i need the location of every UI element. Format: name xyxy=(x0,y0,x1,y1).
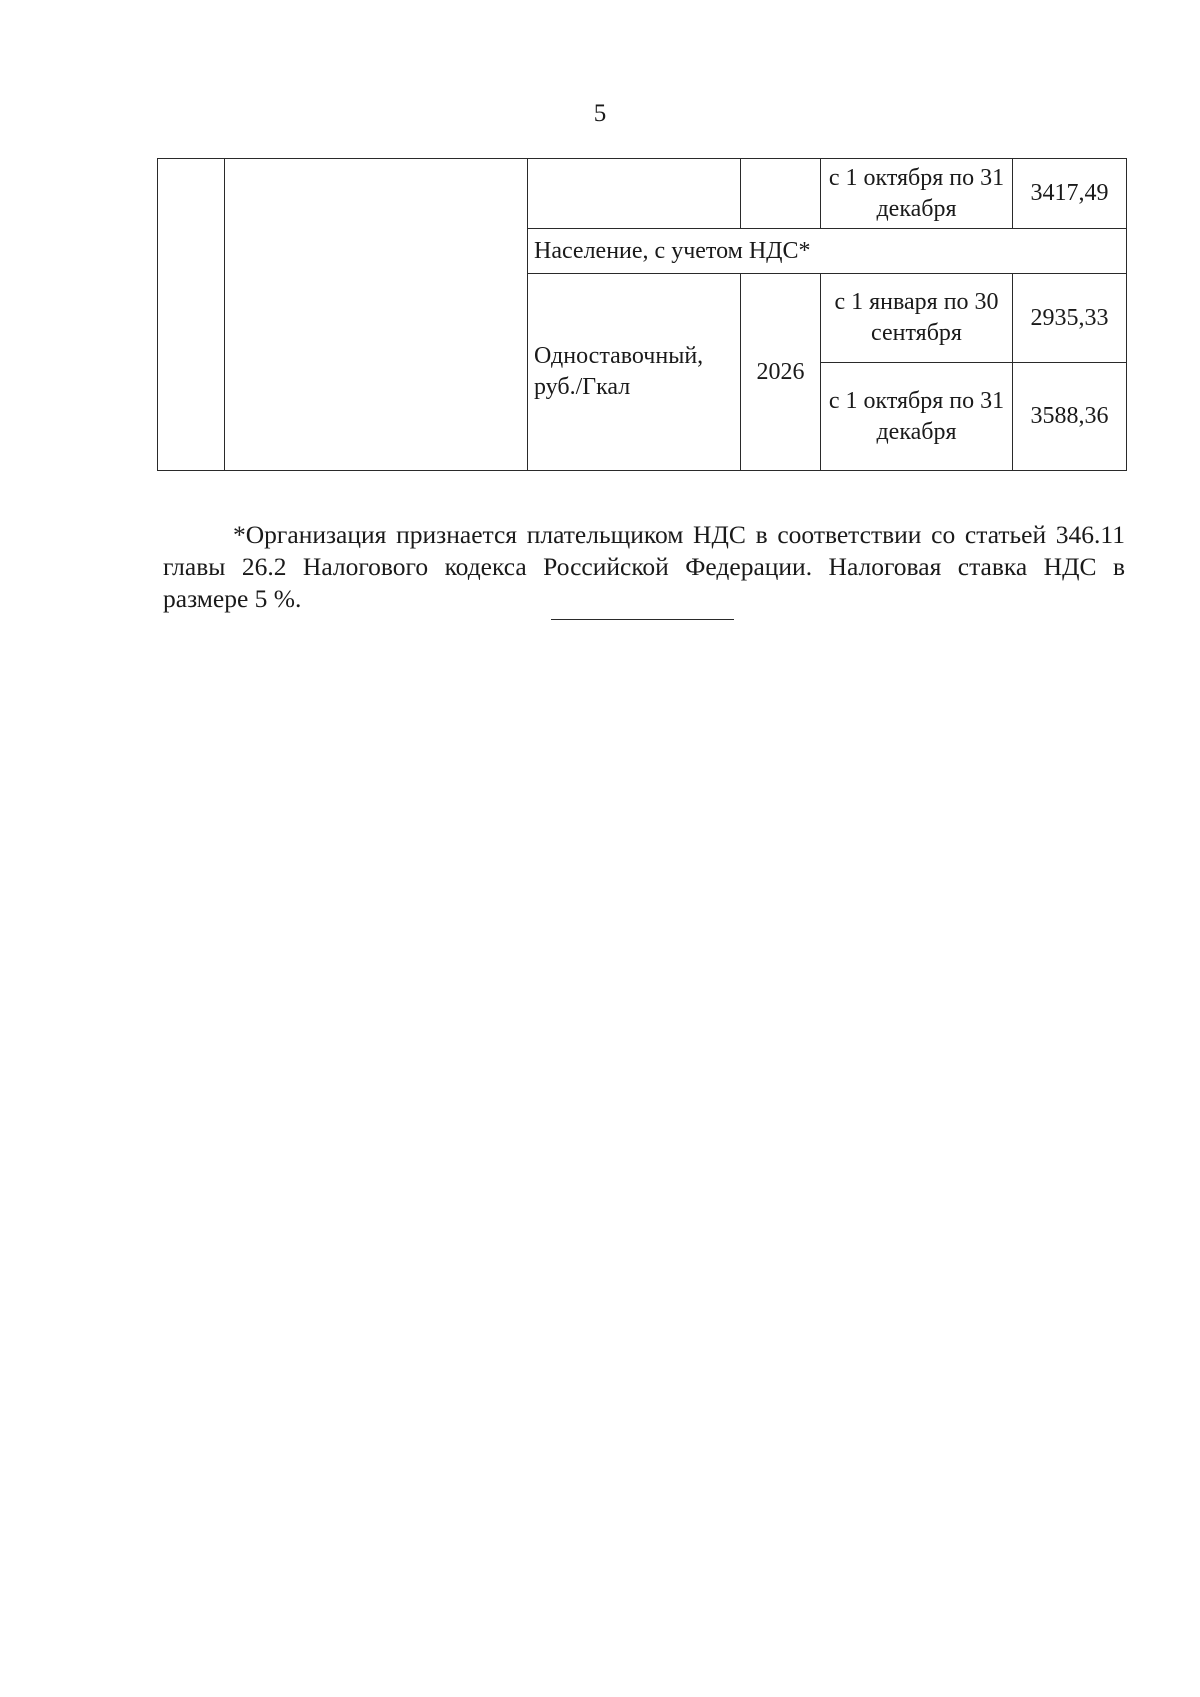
year-cell xyxy=(741,159,821,229)
period-cell: с 1 октября по 31 декабря xyxy=(821,159,1013,229)
tariff-value-cell: 3588,36 xyxy=(1013,363,1127,471)
tariff-type-cell xyxy=(528,159,741,229)
table-row xyxy=(158,159,1127,229)
period-cell: с 1 октября по 31 декабря xyxy=(821,363,1013,471)
organization-cell xyxy=(225,159,528,471)
tariff-value-cell: 3417,49 xyxy=(1013,159,1127,229)
tariff-value-cell: 2935,33 xyxy=(1013,274,1127,363)
page-number: 5 xyxy=(593,100,607,127)
end-divider xyxy=(551,619,734,620)
period-cell: с 1 января по 30 сентября xyxy=(821,274,1013,363)
vat-footnote: *Организация признается плательщиком НДС в соответствии со статьей 346.11 главы 26.2 Налогового кодекса Российской Федерации. Налоговая ставка НДС в размере 5 %. xyxy=(163,519,1125,613)
row-number-cell xyxy=(158,159,225,471)
year-cell: 2026 xyxy=(741,274,821,471)
tariff-table xyxy=(157,158,1127,471)
tariff-type-cell: Одноставочный, руб./Гкал xyxy=(528,274,741,471)
consumer-group-label: Население, с учетом НДС* xyxy=(528,229,1127,274)
